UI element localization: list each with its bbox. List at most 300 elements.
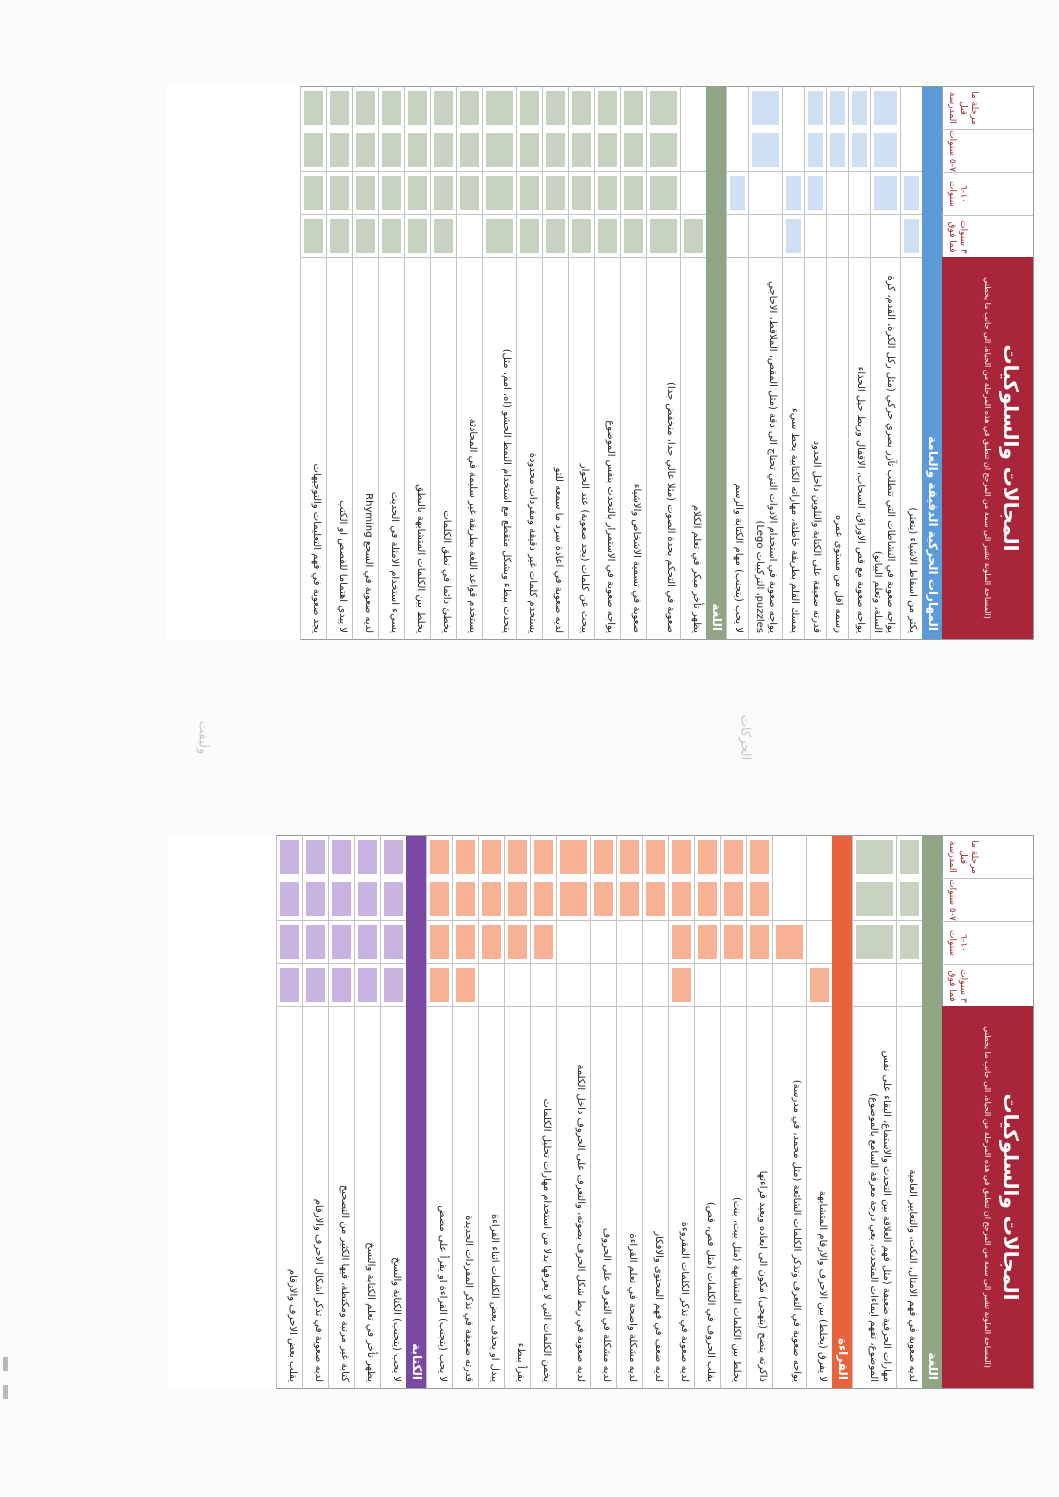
empty-cell (783, 129, 804, 172)
column-header: مرحلة ما قبل المدرسة (947, 840, 979, 874)
shaded-cell (483, 87, 516, 129)
shaded-cell (427, 921, 452, 964)
table-row (896, 835, 922, 1389)
shaded-cell (379, 172, 404, 215)
shaded-cell (505, 836, 530, 878)
scan-artifact (3, 1357, 8, 1371)
behavior-text: يقلب بعض الاحرف والارقام (277, 1006, 302, 1388)
table-row (616, 835, 642, 1389)
empty-cell (643, 964, 668, 1007)
shaded-cell (621, 215, 646, 258)
table-row (848, 86, 870, 640)
age-cells (543, 87, 568, 258)
shaded-cell (427, 878, 452, 921)
empty-cell (591, 921, 616, 964)
section-title: المهارات الحركية الدقيقة والعامة (926, 436, 940, 631)
empty-cell (681, 87, 706, 129)
age-column-headers (942, 836, 1033, 1007)
table-row (668, 835, 694, 1389)
behavior-text: يسيء استخدام الامثلة في الحديث (379, 257, 404, 639)
table-row (456, 86, 482, 640)
behavior-text: لا يبدي اهتماما للقصص او الكتب (327, 257, 352, 639)
table-row (530, 835, 556, 1389)
table-row (900, 86, 922, 640)
age-column-headers (942, 87, 1033, 258)
table-row (680, 86, 706, 640)
shaded-cell (871, 129, 900, 172)
shaded-cell (329, 964, 354, 1007)
empty-cell (773, 836, 806, 878)
shaded-cell (695, 836, 720, 878)
shaded-cell (453, 836, 478, 878)
age-cells (773, 836, 806, 1007)
table-header (942, 86, 1034, 640)
table-row (870, 86, 900, 640)
shaded-cell (557, 878, 590, 921)
age-cells (749, 87, 782, 258)
behavior-text: لديه صعوبة في تذكر الكلمات المقروءة (669, 1006, 694, 1388)
shaded-cell (747, 921, 772, 964)
column-header: ٣ سنوات فما فوق (942, 215, 1033, 258)
shaded-cell (277, 836, 302, 878)
shaded-cell (505, 878, 530, 921)
shaded-cell (595, 129, 620, 172)
shaded-cell (595, 87, 620, 129)
shaded-cell (721, 836, 746, 878)
age-cells (431, 87, 456, 258)
header-title-block (942, 257, 1033, 639)
empty-cell (727, 129, 748, 172)
empty-cell (695, 964, 720, 1007)
shaded-cell (517, 215, 542, 258)
shaded-cell (871, 87, 900, 129)
shaded-cell (531, 836, 556, 878)
empty-cell (479, 964, 504, 1007)
shaded-cell (457, 87, 482, 129)
shaded-cell (849, 87, 870, 129)
age-cells (643, 836, 668, 1007)
shaded-cell (595, 172, 620, 215)
behavior-text: صعوبة في تسمية الاشخاص والاشياء (621, 257, 646, 639)
table-panel-motor-language (166, 86, 1034, 640)
shaded-cell (453, 878, 478, 921)
bleed-through-text: وليفت (195, 720, 211, 755)
shaded-cell (303, 878, 328, 921)
table-row (352, 86, 378, 640)
behavior-text: لا يحب (يتجنب) القراءة او يقرأ على مضض (427, 1006, 452, 1388)
age-cells (379, 87, 404, 258)
behavior-text: يبحث عن كلمات (يجد صعوبة) عند الحوار (569, 257, 594, 639)
shaded-cell (353, 129, 378, 172)
age-cells (721, 836, 746, 1007)
empty-cell (749, 172, 782, 215)
shaded-cell (621, 172, 646, 215)
empty-cell (901, 129, 922, 172)
shaded-cell (327, 172, 352, 215)
shaded-cell (669, 921, 694, 964)
column-header: ١٠-٦ سنوات (942, 921, 1033, 964)
shaded-cell (483, 129, 516, 172)
shaded-cell (381, 964, 406, 1007)
shaded-cell (569, 172, 594, 215)
empty-cell (783, 87, 804, 129)
table-row (378, 86, 404, 640)
shaded-cell (327, 215, 352, 258)
empty-cell (773, 878, 806, 921)
shaded-cell (277, 921, 302, 964)
table-row (594, 86, 620, 640)
shaded-cell (405, 129, 430, 172)
empty-cell (681, 172, 706, 215)
shaded-cell (301, 129, 326, 172)
shaded-cell (827, 129, 848, 172)
behavior-text: يخطئ دائما في نطق الكلمات (431, 257, 456, 639)
empty-cell (505, 964, 530, 1007)
table-row (726, 86, 748, 640)
table-row (302, 835, 328, 1389)
scan-artifact (3, 1385, 8, 1399)
empty-cell (749, 215, 782, 258)
table-row (646, 86, 680, 640)
age-cells (427, 836, 452, 1007)
age-cells (617, 836, 642, 1007)
empty-cell (727, 87, 748, 129)
shaded-cell (695, 921, 720, 964)
empty-cell (747, 964, 772, 1007)
table-body (300, 86, 942, 640)
behavior-text: يكثر من اسقاط الاشياء (يتعثر) (901, 257, 922, 639)
table-row (642, 835, 668, 1389)
behavior-text: لديه صعوبة في فهم الامثال، النكت، والتعابير العامية (897, 1006, 922, 1388)
shaded-cell (695, 878, 720, 921)
empty-cell (557, 964, 590, 1007)
behavior-text: لا يفرق (يخلط) بين الاحرف والارقام المتشابهة (807, 1006, 832, 1388)
shaded-cell (479, 878, 504, 921)
age-cells (479, 836, 504, 1007)
shaded-cell (531, 921, 556, 964)
age-cells (783, 87, 804, 258)
empty-cell (721, 964, 746, 1007)
age-cells (747, 836, 772, 1007)
shaded-cell (621, 87, 646, 129)
age-cells (453, 836, 478, 1007)
age-cells (591, 836, 616, 1007)
behavior-text: يمسك القلم بطريقة خاطئة، مهاراته الكتابية بخط سيء (783, 257, 804, 639)
shaded-cell (569, 215, 594, 258)
shaded-cell (355, 964, 380, 1007)
empty-cell (773, 964, 806, 1007)
age-cells (517, 87, 542, 258)
column-header: مرحلة ما قبل المدرسة (947, 91, 979, 125)
shaded-cell (897, 921, 922, 964)
shaded-cell (483, 215, 516, 258)
shaded-cell (327, 129, 352, 172)
age-cells (483, 87, 516, 258)
shaded-cell (647, 172, 680, 215)
shaded-cell (353, 172, 378, 215)
behavior-text: مهارات الحرفية ضعيفة (مثل فهم العلاقة بين التحدث والاستماع، البقاء على نفس الموضوع، تفهم ايماءات المتحدث، يعي درجة معرفة السامع بالموضوع) (853, 1006, 896, 1388)
table-row (426, 835, 452, 1389)
age-cells (277, 836, 302, 1007)
shaded-cell (805, 87, 826, 129)
table-row (772, 835, 806, 1389)
age-cells (901, 87, 922, 258)
shaded-cell (303, 964, 328, 1007)
behavior-text: لا يحب (يتجنب) مهام الكتابة والرسم (727, 257, 748, 639)
shaded-cell (453, 964, 478, 1007)
behavior-text: يبدل او يحذف بعض الكلمات اثناء القراءة (479, 1006, 504, 1388)
section-title: القراءة (836, 1337, 850, 1380)
empty-cell (617, 921, 642, 964)
age-cells (301, 87, 326, 258)
table-row (620, 86, 646, 640)
age-cells (381, 836, 406, 1007)
table-row (276, 835, 302, 1389)
page-subtitle: (المساحة الملونة تشير الى سمة من المرجح ان تنطبق في هذه المرحلة من الحياة، الى جانب ما يخطني (983, 1026, 992, 1368)
age-cells (647, 87, 680, 258)
table-row (782, 86, 804, 640)
shaded-cell (647, 129, 680, 172)
behavior-text: رسمه اقل من مستوى عمره (827, 257, 848, 639)
shaded-cell (353, 215, 378, 258)
shaded-cell (747, 878, 772, 921)
shaded-cell (591, 836, 616, 878)
age-cells (303, 836, 328, 1007)
shaded-cell (849, 129, 870, 172)
shaded-cell (483, 172, 516, 215)
empty-cell (901, 87, 922, 129)
behavior-text: قدرته ضعيفة على الكتابة والتلوين داخل الحدود (805, 257, 826, 639)
shaded-cell (897, 836, 922, 878)
age-cells (805, 87, 826, 258)
behavior-text: لديه صعوبة في اعادة سرد ما سمعه للتو (543, 257, 568, 639)
section-header (706, 86, 726, 640)
table-row (504, 835, 530, 1389)
empty-cell (849, 172, 870, 215)
behavior-text: يستخدم كلمات غير دقيقة ومفردات محدودة (517, 257, 542, 639)
shaded-cell (807, 964, 832, 1007)
age-cells (727, 87, 748, 258)
table-row (380, 835, 406, 1389)
table-row (478, 835, 504, 1389)
behavior-text: لديه مشكلة في التعرف على الحروف (591, 1006, 616, 1388)
shaded-cell (405, 87, 430, 129)
behavior-text: يظهر تأخر مبكر في تعلم الكلام (681, 257, 706, 639)
table-row (328, 835, 354, 1389)
age-cells (807, 836, 832, 1007)
shaded-cell (643, 836, 668, 878)
age-cells (897, 836, 922, 1007)
behavior-text: يواجه صعوبة في الاستمرار بالتحدث بنفس الموضوع (595, 257, 620, 639)
section-header (406, 835, 426, 1389)
behavior-text: لديه صعوبة في تذكر اشكال الاحرف والارقام (303, 1006, 328, 1388)
table-row (694, 835, 720, 1389)
behavior-text: يخمن الكلمات التي لا يعرفها بدلا من استخدام مهارات تحليل الكلمات (531, 1006, 556, 1388)
shaded-cell (381, 878, 406, 921)
behavior-text: يظهر تأخر في تعلم الكتابة والنسخ (355, 1006, 380, 1388)
age-cells (871, 87, 900, 258)
empty-cell (531, 964, 556, 1007)
shaded-cell (301, 215, 326, 258)
table-row (590, 835, 616, 1389)
table-row (482, 86, 516, 640)
shaded-cell (479, 921, 504, 964)
shaded-cell (543, 172, 568, 215)
page-title: المجالات والسلوكيات (999, 344, 1023, 552)
behavior-text: يتحدث ببطء وبشكل متقطع مع استخدام النمط الحشو (اه، امم، مثل) (483, 257, 516, 639)
shaded-cell (379, 215, 404, 258)
table-row (542, 86, 568, 640)
empty-cell (617, 964, 642, 1007)
empty-cell (727, 215, 748, 258)
table-row (720, 835, 746, 1389)
shaded-cell (853, 878, 896, 921)
age-cells (557, 836, 590, 1007)
empty-cell (591, 964, 616, 1007)
empty-cell (807, 878, 832, 921)
empty-cell (827, 172, 848, 215)
shaded-cell (301, 172, 326, 215)
behavior-text: لديه صعوبة في ربط شكل الحرف بصوته، والتعرف على الحروف داخل الكلمة (557, 1006, 590, 1388)
shaded-cell (773, 921, 806, 964)
age-cells (827, 87, 848, 258)
shaded-cell (617, 836, 642, 878)
behavior-text: لديه صعوبة في السجع Rhyming (353, 257, 378, 639)
behavior-text: يقرأ ببطء (505, 1006, 530, 1388)
shaded-cell (557, 836, 590, 878)
shaded-cell (897, 878, 922, 921)
shaded-cell (727, 172, 748, 215)
shaded-cell (301, 87, 326, 129)
shaded-cell (805, 129, 826, 172)
age-cells (569, 87, 594, 258)
column-header: ٧-٥ سنوات (942, 129, 1033, 172)
shaded-cell (355, 878, 380, 921)
shaded-cell (591, 878, 616, 921)
section-title: اللغة (710, 603, 724, 631)
table-row (746, 835, 772, 1389)
age-cells (595, 87, 620, 258)
shaded-cell (853, 921, 896, 964)
shaded-cell (871, 172, 900, 215)
shaded-cell (721, 921, 746, 964)
shaded-cell (669, 964, 694, 1007)
empty-cell (827, 215, 848, 258)
table-row (404, 86, 430, 640)
empty-cell (681, 129, 706, 172)
shaded-cell (329, 878, 354, 921)
table-row (516, 86, 542, 640)
shaded-cell (405, 172, 430, 215)
age-cells (405, 87, 430, 258)
shaded-cell (543, 215, 568, 258)
shaded-cell (543, 129, 568, 172)
shaded-cell (303, 921, 328, 964)
shaded-cell (569, 87, 594, 129)
age-cells (695, 836, 720, 1007)
table-header (942, 835, 1034, 1389)
shaded-cell (479, 836, 504, 878)
table-row (354, 835, 380, 1389)
shaded-cell (643, 878, 668, 921)
table-row (556, 835, 590, 1389)
age-cells (505, 836, 530, 1007)
shaded-cell (329, 921, 354, 964)
table-row (826, 86, 848, 640)
column-header: ٧-٥ سنوات (942, 878, 1033, 921)
age-cells (353, 87, 378, 258)
shaded-cell (431, 87, 456, 129)
shaded-cell (277, 878, 302, 921)
empty-cell (871, 215, 900, 258)
shaded-cell (379, 87, 404, 129)
shaded-cell (355, 921, 380, 964)
age-cells (849, 87, 870, 258)
shaded-cell (431, 172, 456, 215)
shaded-cell (531, 878, 556, 921)
section-title: الكتابة (410, 1343, 424, 1380)
shaded-cell (329, 836, 354, 878)
behavior-text: قدرته ضعيفة في تذكر المفردات الجديدة (453, 1006, 478, 1388)
shaded-cell (353, 87, 378, 129)
empty-cell (849, 215, 870, 258)
shaded-cell (617, 878, 642, 921)
behavior-text: يواجه صعوبة في التعرف وتذكر الكلمات الشائعة (مثل محمد، في مدرسة) (773, 1006, 806, 1388)
age-cells (457, 87, 482, 258)
behavior-text: يخلط بين الكلمات المتشابهة (مثل بيت، بنت) (721, 1006, 746, 1388)
bleed-through-text: الحركات (737, 714, 753, 761)
shaded-cell (749, 129, 782, 172)
behavior-text: لا يحب (يتجنب) الكتابة والنسخ (381, 1006, 406, 1388)
shaded-cell (749, 87, 782, 129)
shaded-cell (827, 87, 848, 129)
shaded-cell (355, 836, 380, 878)
table-panel-reading-writing (168, 835, 1034, 1389)
shaded-cell (621, 129, 646, 172)
section-header (832, 835, 852, 1389)
shaded-cell (457, 129, 482, 172)
shaded-cell (431, 129, 456, 172)
table-body (276, 835, 942, 1389)
shaded-cell (505, 921, 530, 964)
shaded-cell (431, 215, 456, 258)
shaded-cell (853, 836, 896, 878)
section-header (922, 835, 942, 1389)
behavior-text: لديه ضعف في فهم المحتوى والافكار (643, 1006, 668, 1388)
age-cells (355, 836, 380, 1007)
empty-cell (807, 836, 832, 878)
empty-cell (897, 964, 922, 1007)
section-title: اللغة (926, 1352, 940, 1380)
table-row (852, 835, 896, 1389)
shaded-cell (381, 921, 406, 964)
shaded-cell (569, 129, 594, 172)
empty-cell (853, 964, 896, 1007)
table-row (748, 86, 782, 640)
age-cells (853, 836, 896, 1007)
shaded-cell (327, 87, 352, 129)
empty-cell (807, 921, 832, 964)
age-cells (669, 836, 694, 1007)
section-header (922, 86, 942, 640)
shaded-cell (805, 172, 826, 215)
age-cells (621, 87, 646, 258)
behavior-text: يجد صعوبة في فهم التعليمات والتوجيهات (301, 257, 326, 639)
shaded-cell (517, 172, 542, 215)
behavior-text: يواجه صعوبة مع قص الاوراق، السحاب، الاقفال وربط حبل الحذاء (849, 257, 870, 639)
shaded-cell (681, 215, 706, 258)
shaded-cell (595, 215, 620, 258)
